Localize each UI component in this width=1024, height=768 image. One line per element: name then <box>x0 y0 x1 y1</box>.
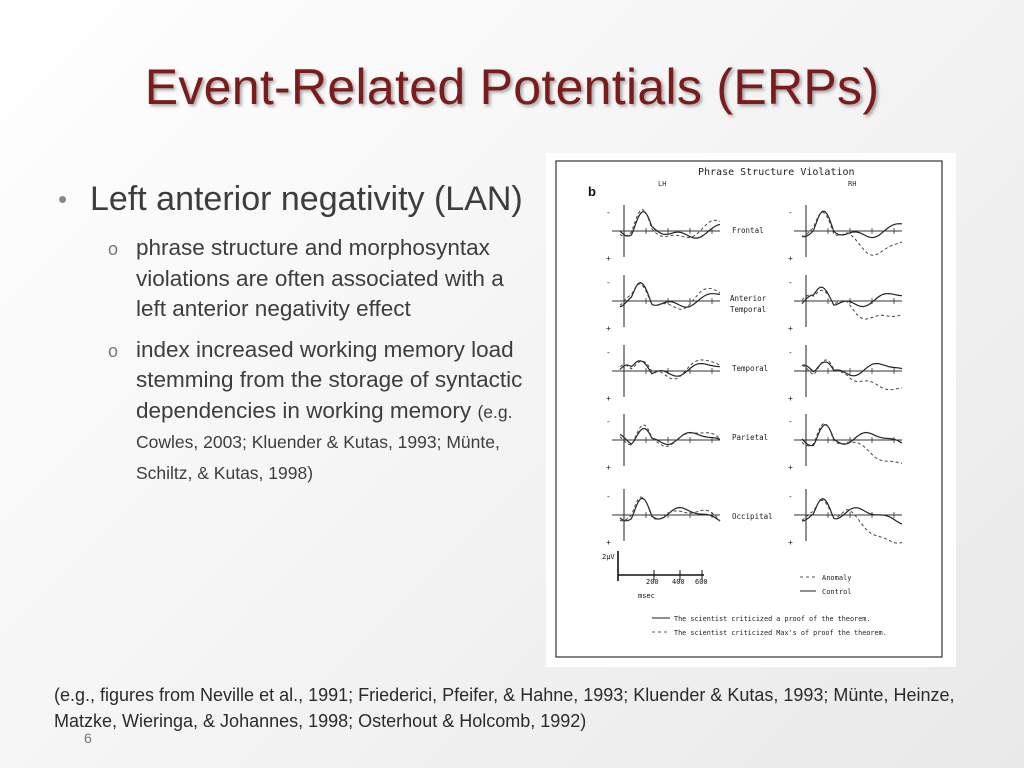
anomaly-trace <box>802 360 902 390</box>
x-tick-600: 600 <box>695 578 708 586</box>
figure-title: Phrase Structure Violation <box>698 167 855 178</box>
control-trace <box>620 361 720 376</box>
erp-plot <box>606 275 720 333</box>
slide-title: Event-Related Potentials (ERPs) <box>144 59 880 115</box>
control-trace <box>802 499 902 524</box>
erp-plot <box>606 205 720 263</box>
footer-citation: (e.g., figures from Neville et al., 1991; Friederici, Pfeifer, & Hahne, 1993; Kluender & Kutas, 1993; Münte, Heinze, Matzke, Wieringa, & Johannes, 1998; Osterhout & Holcomb, 1992) <box>54 685 955 731</box>
control-trace <box>620 212 720 239</box>
polarity-plus: + <box>788 324 793 333</box>
label-lh: LH <box>658 180 667 188</box>
polarity-plus: + <box>606 394 611 403</box>
scale-microvolt-label: 2μV <box>602 553 615 561</box>
page-number: 6 <box>84 730 92 746</box>
anomaly-trace <box>802 212 902 255</box>
polarity-minus: - <box>606 417 611 426</box>
bullet-lan <box>58 178 538 221</box>
polarity-minus: - <box>606 348 611 357</box>
erp-plot <box>606 414 720 472</box>
panel-letter: b <box>588 184 596 199</box>
polarity-minus: - <box>788 492 793 501</box>
polarity-minus: - <box>606 492 611 501</box>
control-trace <box>802 362 902 376</box>
erp-plot <box>788 205 902 263</box>
legend <box>800 577 816 591</box>
polarity-minus: - <box>788 417 793 426</box>
sub-bullet-text: index increased working memory load stemming from the storage of syntactic dependencies in working memory <box>136 336 523 423</box>
calibration-scale <box>618 551 704 581</box>
control-trace <box>620 498 720 521</box>
x-tick-400: 400 <box>672 578 685 586</box>
erp-plot <box>606 345 720 403</box>
x-tick-200: 200 <box>646 578 659 586</box>
bullet-lan-text: Left anterior negativity (LAN) <box>90 180 523 218</box>
sentence-anomaly: The scientist criticized Max's of proof the theorem. <box>674 629 887 637</box>
polarity-plus: + <box>606 254 611 263</box>
sub-bullet-citation: (e.g. Cowles, 2003; Kluender & Kutas, 1993; Münte, Schiltz, & Kutas, 1998) <box>136 401 513 483</box>
label-rh: RH <box>848 180 857 188</box>
waveform-group <box>606 205 902 547</box>
x-unit-label: msec <box>638 592 655 600</box>
polarity-minus: - <box>606 278 611 287</box>
polarity-plus: + <box>788 463 793 472</box>
erp-plot <box>788 345 902 403</box>
polarity-plus: + <box>606 538 611 547</box>
region-label-frontal: Frontal <box>732 226 764 235</box>
sub-bullet-list <box>108 233 538 487</box>
anomaly-trace <box>620 284 720 309</box>
figure-border <box>556 161 942 657</box>
polarity-plus: + <box>788 394 793 403</box>
legend-control: Control <box>822 588 852 596</box>
region-label-temporal: Temporal <box>732 364 769 373</box>
sub-bullet-working-memory <box>108 335 526 488</box>
region-label-parietal: Parietal <box>732 433 769 442</box>
anomaly-trace <box>802 423 902 463</box>
sub-bullet-phrase-structure <box>108 233 526 325</box>
polarity-plus: + <box>606 463 611 472</box>
sub-bullet-text: phrase structure and morphosyntax violations are often associated with a left anterior negativity effect <box>136 235 504 321</box>
polarity-minus: - <box>788 278 793 287</box>
sub-bullet-marker: o <box>108 239 119 259</box>
polarity-plus: + <box>788 254 793 263</box>
erp-figure-svg <box>546 153 956 667</box>
polarity-minus: - <box>788 348 793 357</box>
polarity-minus: - <box>788 208 793 217</box>
control-trace <box>620 283 720 308</box>
polarity-plus: + <box>606 324 611 333</box>
anomaly-trace <box>620 425 720 447</box>
erp-figure <box>546 153 956 667</box>
region-label-anterior: Anterior <box>730 294 767 303</box>
erp-plot <box>606 489 720 547</box>
anomaly-trace <box>802 290 902 319</box>
polarity-plus: + <box>788 538 793 547</box>
bullet-marker: • <box>58 184 68 214</box>
legend-anomaly: Anomaly <box>822 574 852 582</box>
control-trace <box>802 287 902 306</box>
sentence-control: The scientist criticized a proof of the theorem. <box>674 615 871 623</box>
control-trace <box>620 429 720 445</box>
erp-plot <box>788 414 902 472</box>
bullet-list <box>58 178 538 497</box>
erp-plot <box>788 489 902 547</box>
erp-plot <box>788 275 902 333</box>
region-label-occipital: Occipital <box>732 512 773 521</box>
region-label-anterior-temporal: Temporal <box>730 305 767 314</box>
control-trace <box>802 211 902 237</box>
polarity-minus: - <box>606 208 611 217</box>
sub-bullet-marker: o <box>108 340 119 361</box>
